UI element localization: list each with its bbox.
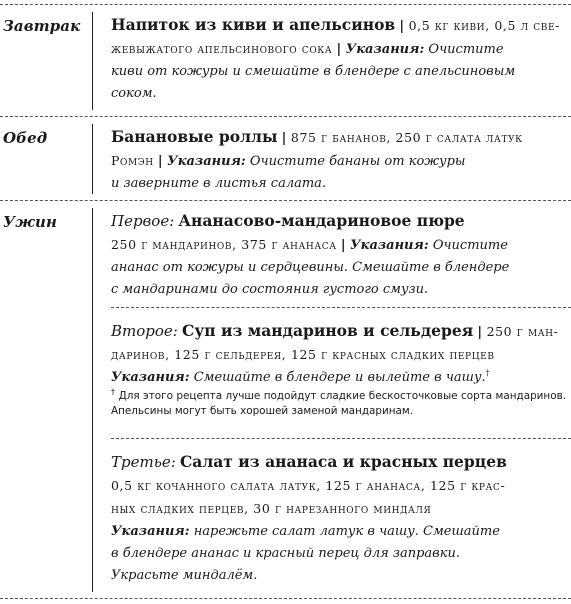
instructions-cont: ананас от кожуры и сердцевины. Смешайте в блендере: [111, 260, 510, 275]
instructions-cont: киви от кожуры и смешайте в блендере с апельсиновым: [111, 64, 516, 79]
ingredients-cont: Ромэн: [111, 153, 154, 168]
divider-lunch-dinner: [0, 200, 571, 201]
instructions: нарежьте салат латук в чашу. Смешайте: [193, 524, 500, 539]
recipe-title: Напиток из киви и апельсинов: [111, 15, 396, 34]
instructions-cont: и заверните в листья салата.: [111, 176, 327, 191]
meal-label-lunch: Обед: [3, 129, 48, 147]
instructions: Очистите бананы от кожуры: [249, 154, 466, 169]
divider-bottom: [0, 598, 571, 599]
ingredients-cont: жевыжатого апельсинового сока: [111, 41, 333, 56]
meal-label-breakfast: Завтрак: [3, 17, 81, 35]
recipe-title: Ананасово-мандариновое пюре: [178, 211, 465, 230]
ingredients: 0,5 кг кочанного салата латук, 125 г ананаса, 125 г крас-: [111, 478, 506, 493]
recipe-dinner-first: Первое: Ананасово-мандариновое пюре 250 г мандаринов, 375 г ананаса | Указания: Очистите ананас от кожуры и сердцевины. Смешайте в блендере с мандаринами до состояния густого смузи.: [111, 211, 510, 297]
course-label: Третье:: [111, 453, 176, 471]
recipe-dinner-second: Второе: Суп из мандаринов и сельдерея | 250 г ман- даринов, 125 г сельдерея, 125 г красных сладких перцев Указания: Смешайте в блендере и вылейте в чашу.† † Для этого рецепта лучше подойдут сладкие бескосточковые сорта мандаринов. Апельсины могут быть хорошей заменой мандаринам.: [111, 321, 566, 417]
recipe-breakfast: Напиток из киви и апельсинов | 0,5 кг киви, 0,5 л све- жевыжатого апельсинового сока | Указания: Очистите киви от кожуры и смешайте в блендере с апельсиновым соком.: [111, 15, 560, 101]
instructions-label: Указания:: [111, 524, 190, 539]
recipe-lunch: Банановые роллы | 875 г бананов, 250 г салата латук Ромэн | Указания: Очистите бананы от кожуры и заверните в листья салата.: [111, 127, 523, 191]
instructions-label: Указания:: [350, 238, 429, 253]
ingredients: 250 г мандаринов, 375 г ананаса: [111, 237, 337, 252]
divider-top: [0, 4, 571, 5]
recipe-dinner-third: [111, 451, 566, 587]
ingredients: 875 г бананов, 250 г салата латук: [290, 130, 523, 145]
footnote-mark-ref: †: [111, 387, 116, 397]
recipe-title: Суп из мандаринов и сельдерея: [181, 321, 474, 340]
instructions-label: Указания:: [167, 154, 246, 169]
column-rule-breakfast: [92, 12, 93, 110]
instructions-label: Указания:: [345, 42, 425, 57]
instructions-end: Украсьте миндалём.: [111, 568, 258, 583]
column-rule-dinner: [92, 208, 93, 592]
footnote-text: Для этого рецепта лучше подойдут сладкие бескосточковые сорта мандаринов. Апельсины могут быть хорошей заменой мандаринам.: [111, 390, 566, 417]
instructions: Очистите: [428, 42, 504, 57]
instructions-end: с мандаринами до состояния густого смузи.: [111, 282, 429, 297]
footnote-mark: †: [485, 368, 490, 378]
ingredients-cont: даринов, 125 г сельдерея, 125 г красных сладких перцев: [111, 347, 495, 362]
recipe-title: Салат из ананаса и красных перцев: [179, 452, 507, 471]
column-rule-lunch: [92, 124, 93, 194]
divider-course-1-2: [111, 307, 571, 308]
course-label: Первое:: [111, 212, 175, 230]
instructions-end: соком.: [111, 86, 157, 101]
divider-breakfast-lunch: [0, 116, 571, 117]
course-label: Второе:: [111, 322, 178, 340]
instructions-cont: в блендере ананас и красный перец для заправки.: [111, 546, 460, 561]
divider-course-2-3: [111, 438, 571, 439]
recipe-title: Банановые роллы: [111, 127, 278, 146]
meal-label-dinner: Ужин: [3, 213, 57, 231]
ingredients: 250 г ман-: [486, 324, 559, 339]
instructions-label: Указания:: [111, 370, 190, 385]
instructions: Очистите: [432, 238, 508, 253]
instructions: Смешайте в блендере и вылейте в чашу.: [193, 370, 486, 385]
ingredients-cont: ных сладких перцев, 30 г нарезанного миндаля: [111, 501, 432, 516]
ingredients: 0,5 кг киви, 0,5 л све-: [408, 18, 560, 33]
